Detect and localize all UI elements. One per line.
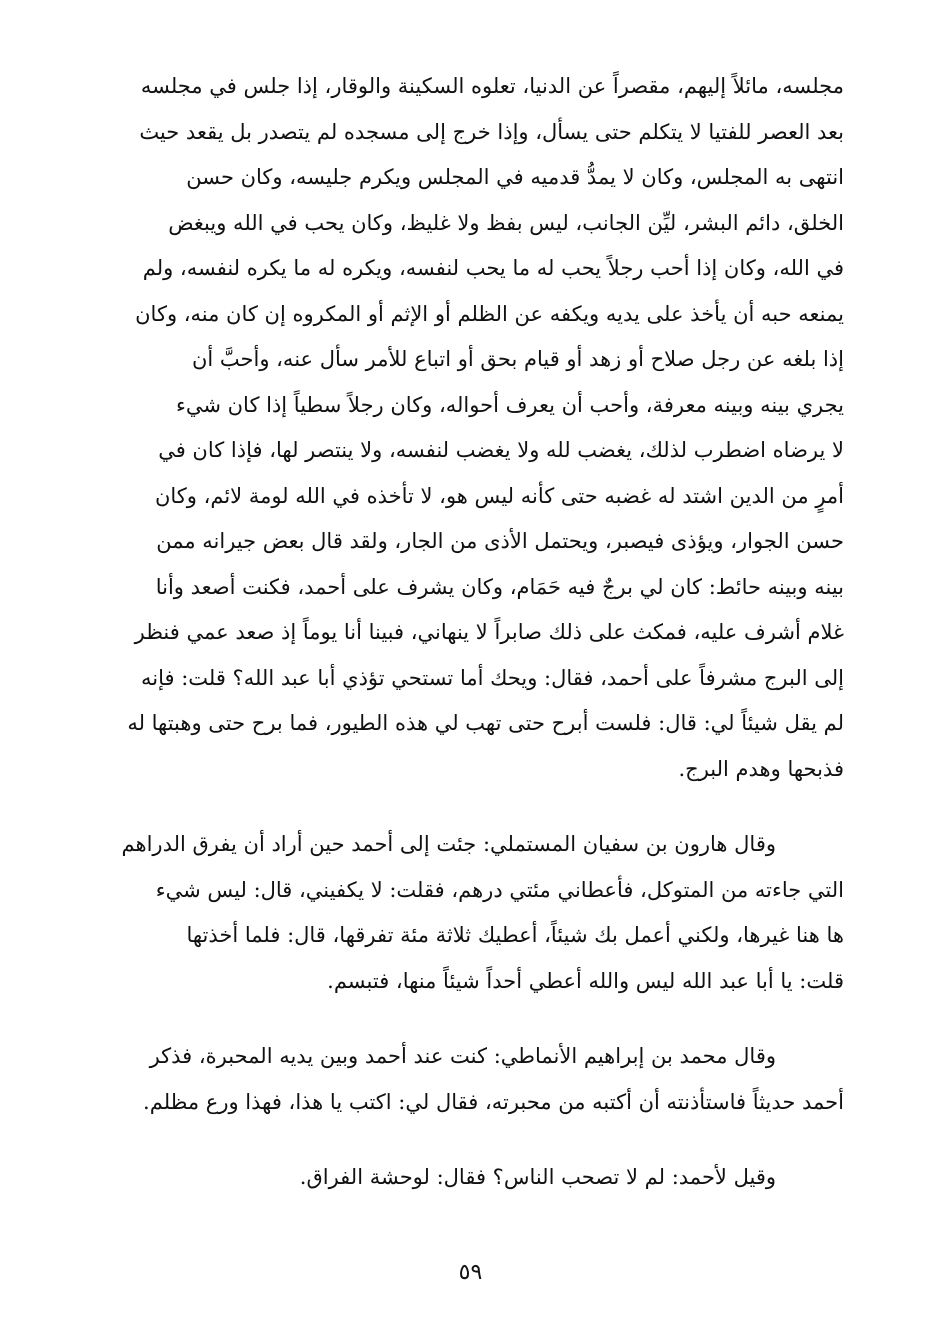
paragraph-1 [96,64,844,792]
text-line: حسن الجوار، ويؤذى فيصبر، ويحتمل الأذى من الجار، ولقد قال بعض جيرانه ممن [156,529,844,553]
text-line: أحمد حديثاً فاستأذنته أن أكتبه من محبرته، فقال لي: اكتب يا هذا، فهذا ورع مظلم. [143,1089,844,1114]
text-line: التي جاءته من المتوكل، فأعطاني مئتي درهم، فقلت: لا يكفيني، قال: ليس شيء [155,877,844,902]
text-line: وقيل لأحمد: لم لا تصحب الناس؟ فقال: لوحشة الفراق. [299,1165,776,1189]
text-line: ها هنا غيرها، ولكني أعمل بك شيئاً، أعطيك ثلاثة مئة تفرقها، قال: فلما أخذتها [186,923,844,947]
page-number: ٥٩ [458,1260,483,1285]
text-line: لا يرضاه اضطرب لذلك، يغضب لله ولا يغضب لنفسه، ولا ينتصر لها، فإذا كان في [158,438,844,462]
text-line: الخلق، دائم البشر، ليِّن الجانب، ليس بفظ ولا غليظ، وكان يحب في الله ويبغض [168,210,844,235]
text-line: قلت: يا أبا عبد الله ليس والله أعطي أحداً شيئاً منها، فتبسم. [327,968,844,993]
text-line: انتهى به المجلس، وكان لا يمدُّ قدميه في المجلس ويكرم جليسه، وكان حسن [186,165,844,189]
paragraph-4 [96,1155,844,1201]
text-line: لم يقل شيئاً لي: قال: فلست أبرح حتى تهب لي هذه الطيور، فما برح حتى وهبتها له [127,711,844,735]
text-line: بينه وبينه حائط: كان لي برجٌ فيه حَمَام، وكان يشرف على أحمد، فكنت أصعد وأنا [155,574,844,599]
text-line: أمرٍ من الدين اشتد له غضبه حتى كأنه ليس هو، لا تأخذه في الله لومة لائم، وكان [154,483,844,508]
paragraph-3 [96,1034,844,1125]
text-line: إذا بلغه عن رجل صلاح أو زهد أو قيام بحق أو اتباع للأمر سأل عنه، وأحبَّ أن [191,347,844,371]
text-line: بعد العصر للفتيا لا يتكلم حتى يسأل، وإذا خرج إلى مسجده لم يتصدر بل يقعد حيث [139,119,844,144]
text-line: غلام أشرف عليه، فمكث على ذلك صابراً لا ينهاني، فبينا أنا يوماً إذ صعد عمي فنظر [134,620,844,644]
text-line: وقال هارون بن سفيان المستملي: جئت إلى أحمد حين أراد أن يفرق الدراهم [121,832,776,856]
document-page [96,64,844,1304]
text-line: في الله، وكان إذا أحب رجلاً يحب له ما يحب لنفسه، ويكره له ما يكره لنفسه، ولم [142,256,844,280]
paragraph-2 [96,822,844,1004]
text-line: يجري بينه وبينه معرفة، وأحب أن يعرف أحواله، وكان رجلاً سطياً إذا كان شيء [175,392,844,417]
text-line: إلى البرج مشرفاً على أحمد، فقال: ويحك أما تستحي تؤذي أبا عبد الله؟ قلت: فإنه [140,665,844,690]
text-line: فذبحها وهدم البرج. [678,756,844,781]
text-line: يمنعه حبه أن يأخذ على يديه ويكفه عن الظلم أو الإثم أو المكروه إن كان منه، وكان [135,301,844,326]
text-line: مجلسه، مائلاً إليهم، مقصراً عن الدنيا، تعلوه السكينة والوقار، إذا جلس في مجلسه [140,74,844,98]
text-line: وقال محمد بن إبراهيم الأنماطي: كنت عند أحمد وبين يديه المحبرة، فذكر [149,1044,776,1068]
